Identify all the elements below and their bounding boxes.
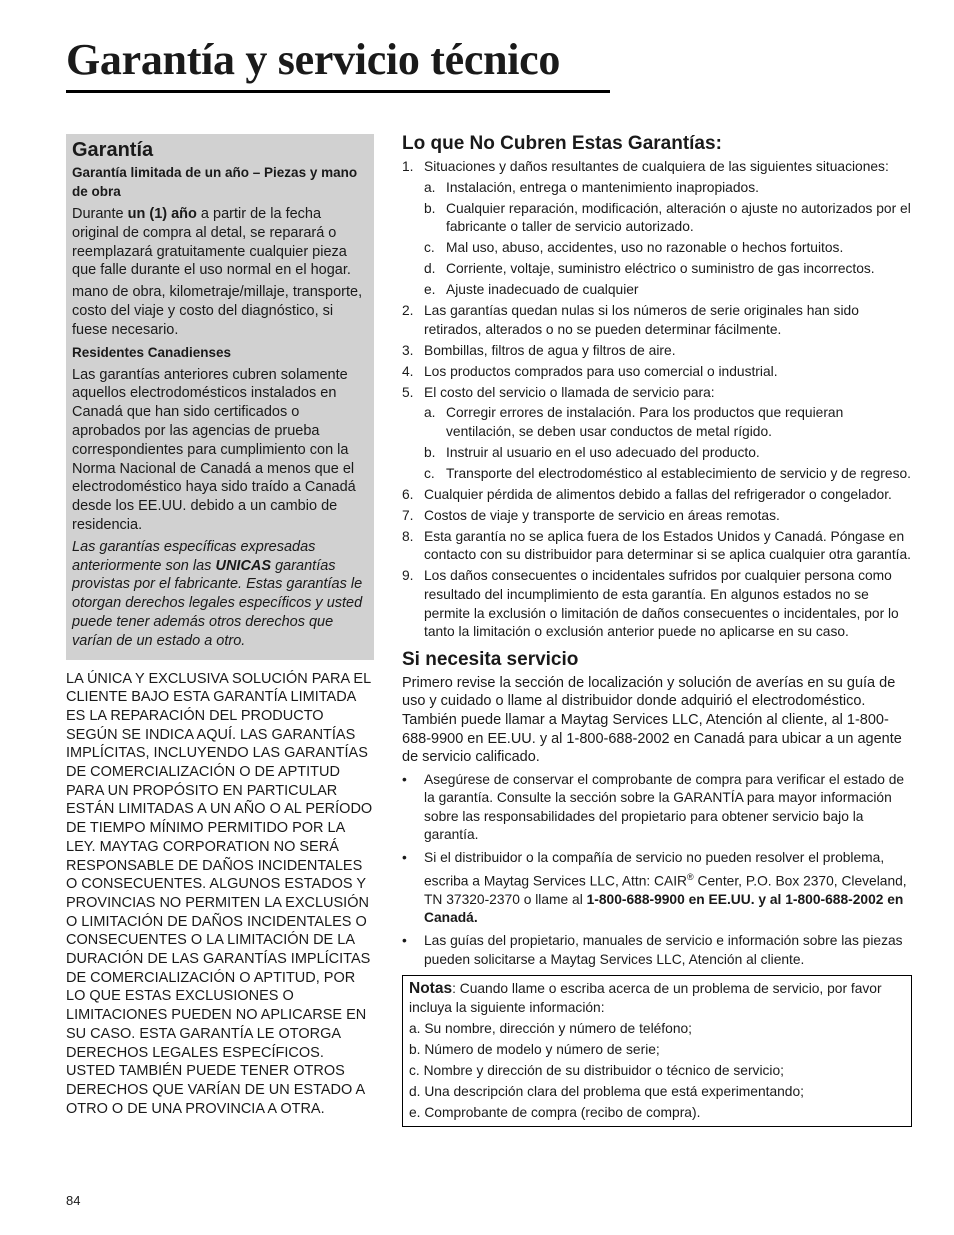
notes-label: Notas	[409, 980, 453, 998]
list-item	[402, 342, 912, 361]
sub-item-text: Mal uso, abuso, accidentes, uso no razonable o hechos fortuitos.	[446, 240, 844, 256]
bold-phone-numbers: 1-800-688-9900 en EE.UU. y al 1-800-688-2002 en Canadá.	[424, 891, 904, 926]
sub-item-letter: a.	[424, 405, 436, 421]
item-text: El costo del servicio o llamada de servicio para:	[424, 384, 715, 400]
bullet-text	[424, 849, 912, 928]
notes-box	[402, 975, 912, 1127]
item-number: 4.	[402, 363, 414, 379]
sub-item-text: Instalación, entrega o mantenimiento inapropiados.	[446, 179, 759, 195]
sub-list-item	[424, 179, 912, 198]
canada-paragraph: Las garantías anteriores cubren solamente aquellos electrodomésticos instalados en Canadá que han sido certificados o aprobados por las agencias de prueba correspondientes para cumplimiento con la Norma Nacional de Canadá a menos que el electrodoméstico haya sido traído a Canadá desde los EE.UU. debido a un cambio de residencia.	[72, 366, 356, 533]
text-span: Durante	[72, 206, 128, 222]
list-item	[402, 158, 912, 300]
bold-unicas: UNICAS	[215, 557, 272, 574]
item-text: Esta garantía no se aplica fuera de los Estados Unidos y Canadá. Póngase en contacto con su distribuidor para determinar si se aplica cualquier otra garantía.	[424, 528, 911, 563]
not-covered-heading: Lo que No Cubren Estas Garantías:	[402, 133, 722, 154]
sub-item-text: Transporte del electrodoméstico al establecimiento de servicio y de regreso.	[446, 465, 911, 481]
sub-list	[424, 404, 912, 483]
list-item	[402, 507, 912, 526]
item-number: 2.	[402, 303, 414, 319]
not-covered-list	[402, 158, 912, 642]
sub-item-letter: c.	[424, 465, 435, 481]
bullet-glyph: •	[402, 771, 407, 787]
sub-item-text: Corriente, voltaje, suministro eléctrico o suministro de gas incorrectos.	[446, 261, 875, 277]
list-item: a. Su nombre, dirección y número de teléfono;	[409, 1020, 692, 1036]
sub-item-letter: a.	[424, 179, 436, 195]
sub-item-text: Instruir al usuario en el uso adecuado del producto.	[446, 444, 760, 460]
list-item	[402, 486, 912, 505]
service-heading: Si necesita servicio	[402, 648, 579, 670]
list-item	[402, 932, 912, 969]
list-item-row	[402, 158, 912, 177]
registered-mark: ®	[687, 871, 694, 882]
list-item	[402, 849, 912, 928]
sub-item-text: Corregir errores de instalación. Para los productos que requieran ventilación, se deben usar conductos de metal rígido.	[446, 405, 844, 439]
list-item	[402, 363, 912, 382]
text-span: Center, P.O. Box 2370, Cleveland, TN 37320-2370 o llame al	[424, 873, 907, 907]
list-item-row	[402, 486, 912, 505]
item-text: Los daños consecuentes o incidentales sufridos por cualquier persona como resultado del incumplimiento de esta garantía. En algunos estados no se permite la exclusión o limitación de daños consecuentes o incidentales, por lo tanto la limitación o exclusión anterior puede no aplicarse en su caso.	[424, 568, 899, 640]
text-span: : Cuando llame o escriba acerca de un problema de servicio, por favor incluya la siguiente información:	[409, 981, 882, 1015]
sub-list-item	[424, 404, 912, 441]
canada-heading: Residentes Canadienses	[72, 344, 232, 360]
warranty-paragraph-1	[72, 205, 368, 280]
sub-list-item	[424, 465, 912, 484]
page-title: Garantía y servicio técnico	[66, 30, 610, 93]
list-item-row	[402, 363, 912, 382]
right-column	[402, 132, 912, 1127]
list-item-row	[402, 507, 912, 526]
item-number: 1.	[402, 159, 414, 174]
page-number: 84	[66, 1193, 81, 1208]
bullet-glyph: •	[402, 850, 407, 866]
list-item-row	[402, 384, 912, 403]
bold-duration: un (1) año	[127, 206, 197, 222]
sub-item-text: Cualquier reparación, modificación, alteración o ajuste no autorizados por el fabricante o taller de servicio autorizado.	[446, 200, 911, 235]
sub-item-letter: d.	[424, 261, 436, 277]
bullet-text: Las guías del propietario, manuales de servicio e información sobre las piezas pueden solicitarse a Maytag Services LLC, Atención al cliente.	[424, 933, 903, 967]
list-item	[402, 528, 912, 565]
sub-list-item	[424, 281, 912, 300]
item-number: 3.	[402, 342, 414, 358]
warranty-box	[66, 134, 374, 660]
sub-list-item	[424, 200, 912, 237]
left-column	[66, 134, 374, 1118]
item-text: Costos de viaje y transporte de servicio en áreas remotas.	[424, 507, 780, 523]
list-item	[402, 771, 912, 845]
item-text: Situaciones y daños resultantes de cualquiera de las siguientes situaciones:	[424, 159, 889, 174]
item-text: Bombillas, filtros de agua y filtros de aire.	[424, 342, 676, 358]
list-item	[402, 567, 912, 641]
item-number: 6.	[402, 486, 414, 502]
list-item: c. Nombre y dirección de su distribuidor o técnico de servicio;	[409, 1062, 784, 1078]
text-span: a partir de la fecha original de compra al detal, se reparará o reemplazará gratuitamente cualquier pieza que falle durante el uso normal en el hogar.	[72, 206, 351, 279]
sub-list	[424, 179, 912, 300]
list-item: e. Comprobante de compra (recibo de compra).	[409, 1104, 701, 1120]
disclaimer-text: LA ÚNICA Y EXCLUSIVA SOLUCIÓN PARA EL CLIENTE BAJO ESTA GARANTÍA LIMITADA ES LA REPARACIÓN DEL PRODUCTO SEGÚN SE INDICA AQUÍ. LAS GARANTÍAS IMPLÍCITAS, INCLUYENDO LAS GARANTÍAS DE COMERCIALIZACIÓN O DE APTITUD PARA UN PROPÓSITO EN PARTICULAR ESTÁN LIMITADAS A UN AÑO O AL PERÍODO DE TIEMPO MÍNIMO PERMITIDO POR LA LEY. MAYTAG CORPORATION NO SERÁ RESPONSABLE DE DAÑOS INCIDENTALES O CONSECUENTES. ALGUNOS ESTADOS Y PROVINCIAS NO PERMITEN LA EXCLUSIÓN O LIMITACIÓN DE DAÑOS INCIDENTALES O CONSECUENTES O LA LIMITACIÓN DE LA DURACIÓN DE LAS GARANTÍAS IMPLÍCITAS DE COMERCIALIZACIÓN O APTITUD, POR LO QUE ESTAS EXCLUSIONES O LIMITACIONES PUEDEN NO APLICARSE EN SU CASO. ESTA GARANTÍA LE OTORGA DERECHOS LEGALES ESPECÍFICOS. USTED TAMBIÉN PUEDE TENER OTROS DERECHOS QUE VARÍAN DE UN ESTADO A OTRO O DE UNA PROVINCIA A OTRA.	[66, 670, 373, 1117]
list-item: b. Número de modelo y número de serie;	[409, 1041, 660, 1057]
text-span: Las garantías específicas expresadas anteriormente son las	[72, 538, 316, 574]
item-text: Las garantías quedan nulas si los números de serie originales han sido retirados, alterados o no se pueden determinar fácilmente.	[424, 303, 859, 337]
sub-item-text: Ajuste inadecuado de cualquier	[446, 282, 639, 298]
text-span: garantías provistas por el fabricante. Estas garantías le otorgan derechos legales específicos y usted puede tener además otros derechos que varían de un estado a otro.	[72, 557, 363, 649]
warranty-subheading: Garantía limitada de un año – Piezas y mano de obra	[72, 165, 358, 199]
sub-item-letter: b.	[424, 444, 436, 460]
sub-item-letter: b.	[424, 200, 436, 216]
warranty-heading: Garantía	[72, 139, 154, 161]
italic-paragraph	[72, 538, 368, 651]
list-item-row	[402, 302, 912, 339]
item-text: Cualquier pérdida de alimentos debido a fallas del refrigerador o congelador.	[424, 486, 892, 502]
notes-intro	[409, 980, 905, 1017]
list-item-row	[402, 567, 912, 641]
sub-list-item	[424, 260, 912, 279]
sub-item-letter: e.	[424, 282, 436, 298]
item-number: 5.	[402, 384, 414, 400]
sub-list-item	[424, 444, 912, 463]
list-item-row	[402, 528, 912, 565]
list-item	[402, 384, 912, 484]
item-number: 7.	[402, 507, 414, 523]
sub-item-letter: c.	[424, 240, 435, 256]
list-item-row	[402, 342, 912, 361]
bullet-glyph: •	[402, 933, 407, 949]
item-number: 8.	[402, 528, 414, 544]
warranty-paragraph-2: mano de obra, kilometraje/millaje, transporte, costo del viaje y costo del diagnóstico, si fuese necesario.	[72, 284, 363, 338]
sub-list-item	[424, 239, 912, 258]
service-bullets	[402, 771, 912, 970]
text-span: Si el distribuidor o la compañía de servicio no pueden resolver el problema, escriba a Maytag Services LLC, Attn: CAIR	[424, 850, 885, 889]
item-text: Los productos comprados para uso comercial o industrial.	[424, 363, 778, 379]
item-number: 9.	[402, 568, 414, 584]
list-item	[402, 302, 912, 339]
bullet-text: Asegúrese de conservar el comprobante de compra para verificar el estado de la garantía. Consulte la sección sobre la GARANTÍA para mayor información sobre las responsabilidades del propietario para obtener servicio bajo la garantía.	[424, 771, 905, 843]
service-intro: Primero revise la sección de localización y solución de averías en su guía de uso y cuidado o llame al distribuidor donde adquirió el electrodoméstico. También puede llamar a Maytag Services LLC, Atención al cliente, al 1-800-688-9900 en EE.UU. y al 1-800-688-2002 en Canadá para ubicar a un agente de servicio calificado.	[402, 674, 902, 766]
list-item: d. Una descripción clara del problema que está experimentando;	[409, 1083, 804, 1099]
